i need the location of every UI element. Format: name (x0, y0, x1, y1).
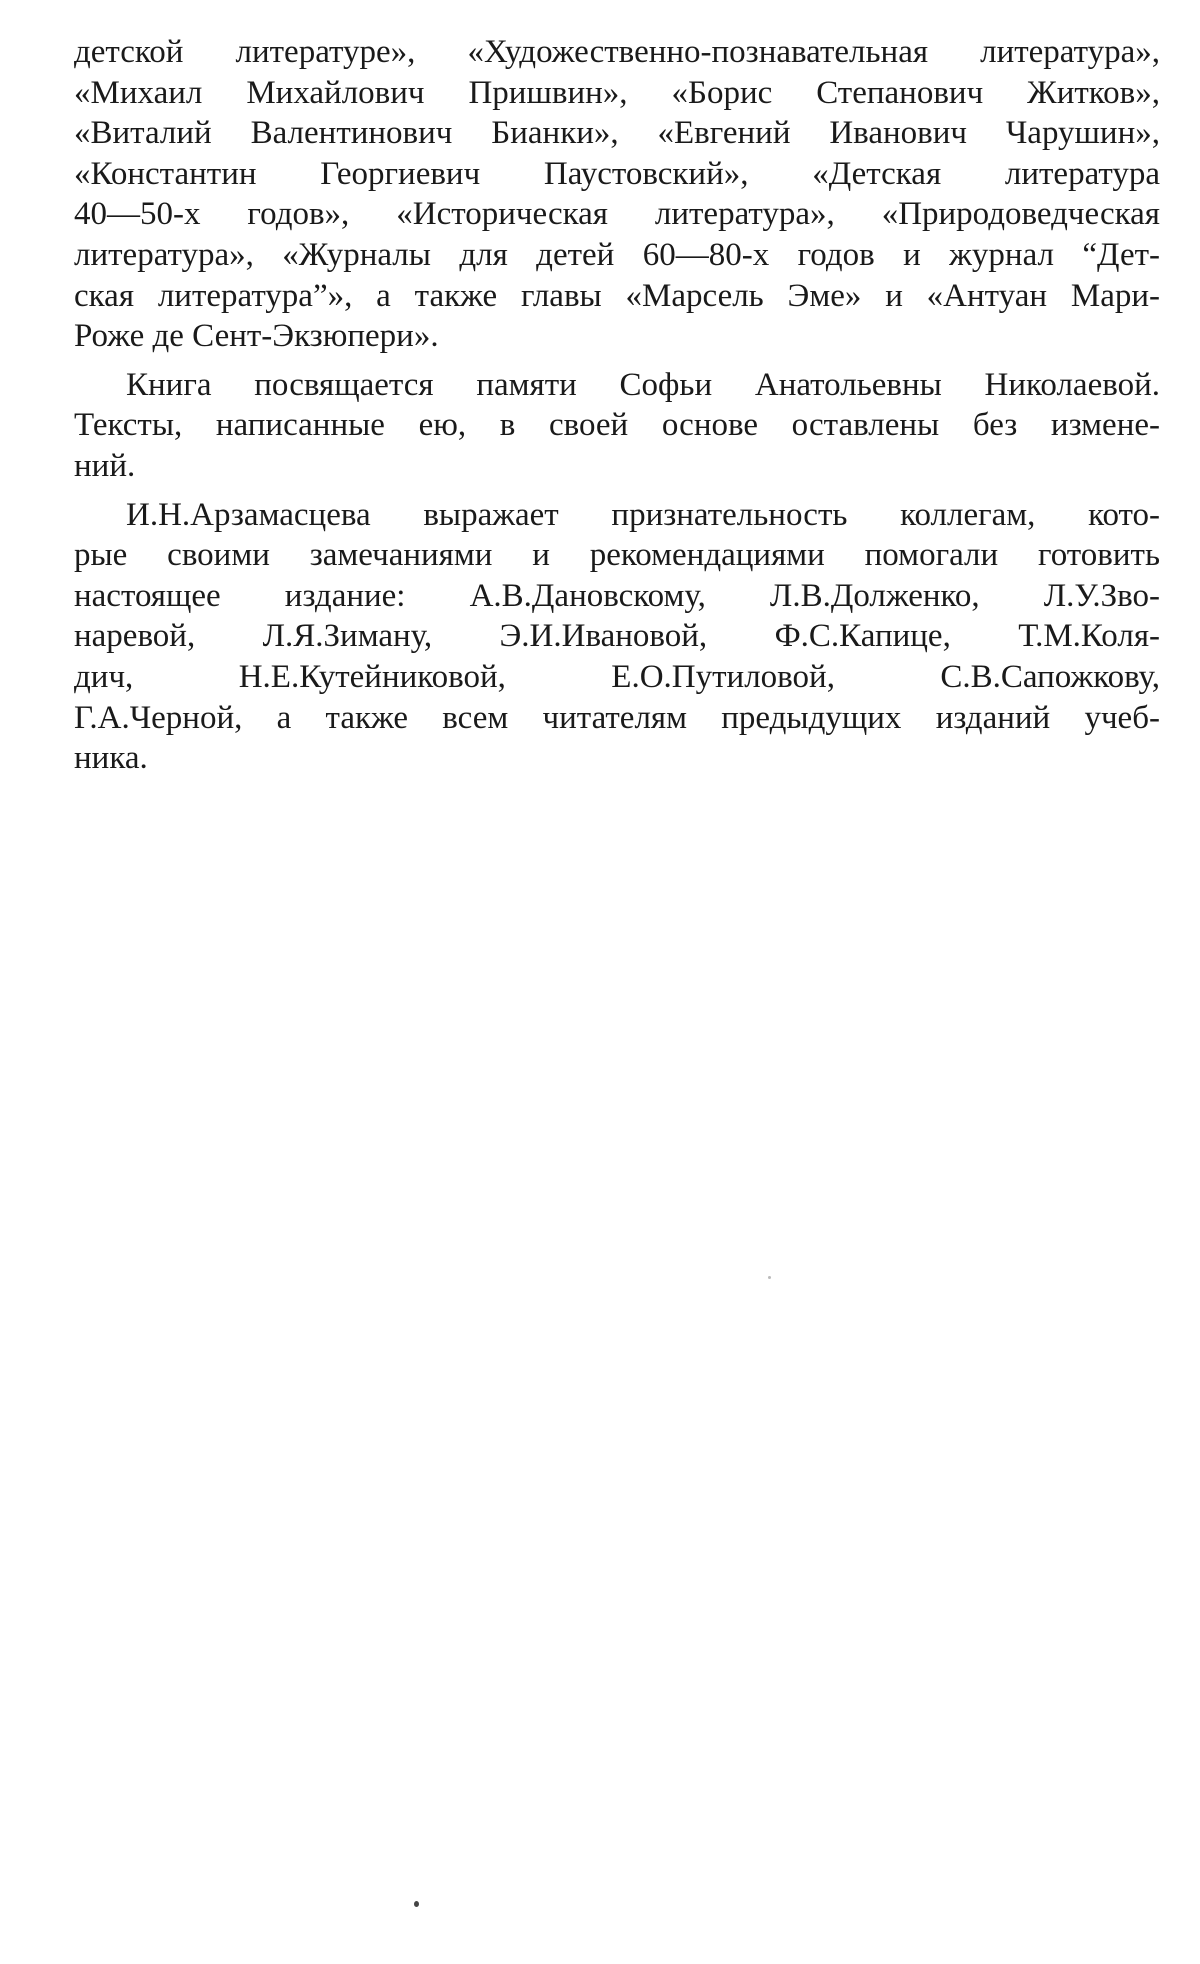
text-line: 40—50-х годов», «Историческая литература», «Природоведческая (74, 196, 1160, 233)
text-line: ника. (74, 740, 148, 777)
text-line: ний. (74, 447, 136, 484)
scan-speck (768, 1276, 771, 1279)
text-line: Тексты, написанные ею, в своей основе оставлены без измене- (74, 407, 1160, 444)
text-line: детской литературе», «Художественно-познавательная литература», (74, 34, 1160, 70)
text-line: И.Н.Арзамасцева выражает признательность коллегам, кото- (126, 496, 1160, 533)
text-line: Г.А.Черной, а также всем читателям предыдущих изданий учеб- (74, 699, 1160, 736)
text-line: «Константин Георгиевич Паустовский», «Детская литература (74, 155, 1160, 192)
text-line: дич, Н.Е.Кутейниковой, Е.О.Путиловой, С.В.Сапожкову, (74, 658, 1160, 695)
body-text (74, 32, 1160, 779)
text-line: рые своими замечаниями и рекомендациями помогали готовить (74, 537, 1160, 574)
paragraph-acknowledgements (74, 495, 1160, 779)
text-line: Роже де Сент-Экзюпери». (74, 318, 439, 355)
text-line: настоящее издание: А.В.Дановскому, Л.В.Долженко, Л.У.Зво- (74, 577, 1160, 614)
paragraph-dedication (74, 365, 1160, 487)
text-line: «Виталий Валентинович Бианки», «Евгений Иванович Чарушин», (74, 115, 1160, 152)
text-line: наревой, Л.Я.Зиману, Э.И.Ивановой, Ф.С.Капице, Т.М.Коля- (74, 618, 1160, 655)
text-line: Книга посвящается памяти Софьи Анатольевны Николаевой. (126, 366, 1160, 403)
paragraph-chapters-list (74, 32, 1160, 357)
text-line: литература», «Журналы для детей 60—80-х годов и журнал “Дет- (74, 236, 1160, 273)
scan-speck (414, 1901, 419, 1907)
text-line: ская литература”», а также главы «Марсель Эме» и «Антуан Мари- (74, 277, 1160, 314)
text-line: «Михаил Михайлович Пришвин», «Борис Степанович Житков», (74, 74, 1160, 111)
